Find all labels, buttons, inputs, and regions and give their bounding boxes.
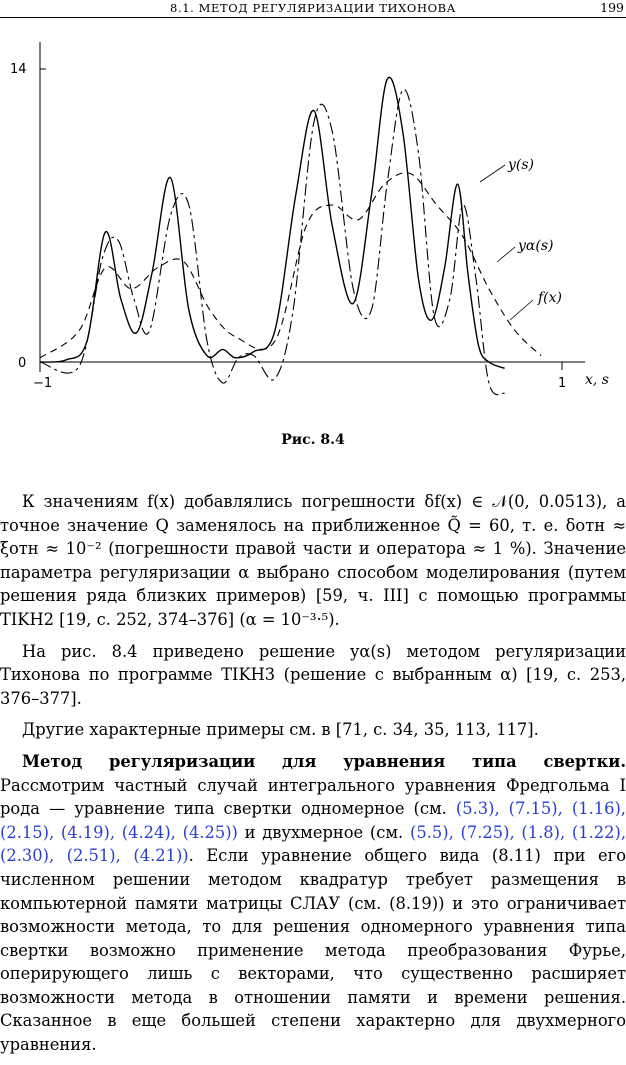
figure-caption: Рис. 8.4 xyxy=(281,432,345,448)
label-y: y(s) xyxy=(508,157,535,173)
figure-8-4 xyxy=(0,22,626,442)
page-number: 199 xyxy=(600,0,624,15)
x-tick-right: 1 xyxy=(558,376,567,391)
leader-yalpha xyxy=(497,247,515,262)
p4-part-c: . Если уравнение общего вида (8.11) при его численном решении методом квадратур требует размещения в компьютерной памяти матрицы СЛАУ (см. (8.19)) и это ограничивает возможности метода, то для решения одномерного уравнения типа свертки возможно применение метода преобразования Фурье, оперирующего лишь с векторами, что существенно расширяет возможности метода в отношении памяти и времени решения. Сказанное в еще большей степени характерно для двухмерного уравнения. xyxy=(0,846,626,1055)
running-title: 8.1. МЕТОД РЕГУЛЯРИЗАЦИИ ТИХОНОВА xyxy=(170,1,456,15)
leader-f xyxy=(510,300,533,320)
label-yalpha: yα(s) xyxy=(518,238,554,254)
p4-part-b: и двухмерное (см. xyxy=(237,822,410,842)
series-line-yalpha xyxy=(40,89,505,394)
body-text xyxy=(0,490,626,1065)
chart-svg xyxy=(0,22,626,432)
curves-group xyxy=(40,77,541,394)
running-header xyxy=(0,0,626,22)
header-rule xyxy=(0,17,626,18)
paragraph-1: К значениям f(x) добавлялись погрешности δf(x) ∈ 𝒩(0, 0.0513), а точное значение Q заменялось на приближенное Q̃ = 60, т. е. δотн ≈ ξотн ≈ 10⁻² (погрешности правой части и оператора ≈ 1 %). Значение параметра регуляризации α выбрано способом моделирования (путем решения ряда близких примеров) [59, ч. III] с помощью программы TIKH2 [19, с. 252, 374–376] (α = 10⁻³·⁵). xyxy=(0,492,626,629)
equation-refs-2d[interactable]: (5.5), (7.25), (1.8), (1.22), (2.30), (2.51), (4.21)) xyxy=(0,822,626,866)
series-line-f xyxy=(40,77,505,368)
leader-y xyxy=(480,165,505,182)
y-tick-14: 14 xyxy=(10,62,27,77)
equation-refs-1d[interactable]: (5.3), (7.15), (1.16), (2.15), (4.19), (4.24), (4.25)) xyxy=(0,799,626,842)
section-heading: Метод регуляризации для уравнения типа свертки. xyxy=(22,751,626,771)
p4-part-a: Рассмотрим частный случай интегрального уравнения Фредгольма I рода — уравнение типа свертки одномерное (см. xyxy=(0,775,626,819)
label-f: f(x) xyxy=(538,290,563,306)
paragraph-3: Другие характерные примеры см. в [71, с. 34, 35, 113, 117]. xyxy=(22,720,539,740)
paragraph-2: На рис. 8.4 приведено решение yα(s) методом регуляризации Тихонова по программе TIKH3 (решение с выбранным α) [19, с. 253, 376–377]. xyxy=(0,641,626,708)
y-tick-0: 0 xyxy=(18,356,27,371)
x-axis-label: x, s xyxy=(585,372,609,388)
x-tick-left: −1 xyxy=(33,376,53,391)
paragraph-4 xyxy=(0,750,626,1057)
